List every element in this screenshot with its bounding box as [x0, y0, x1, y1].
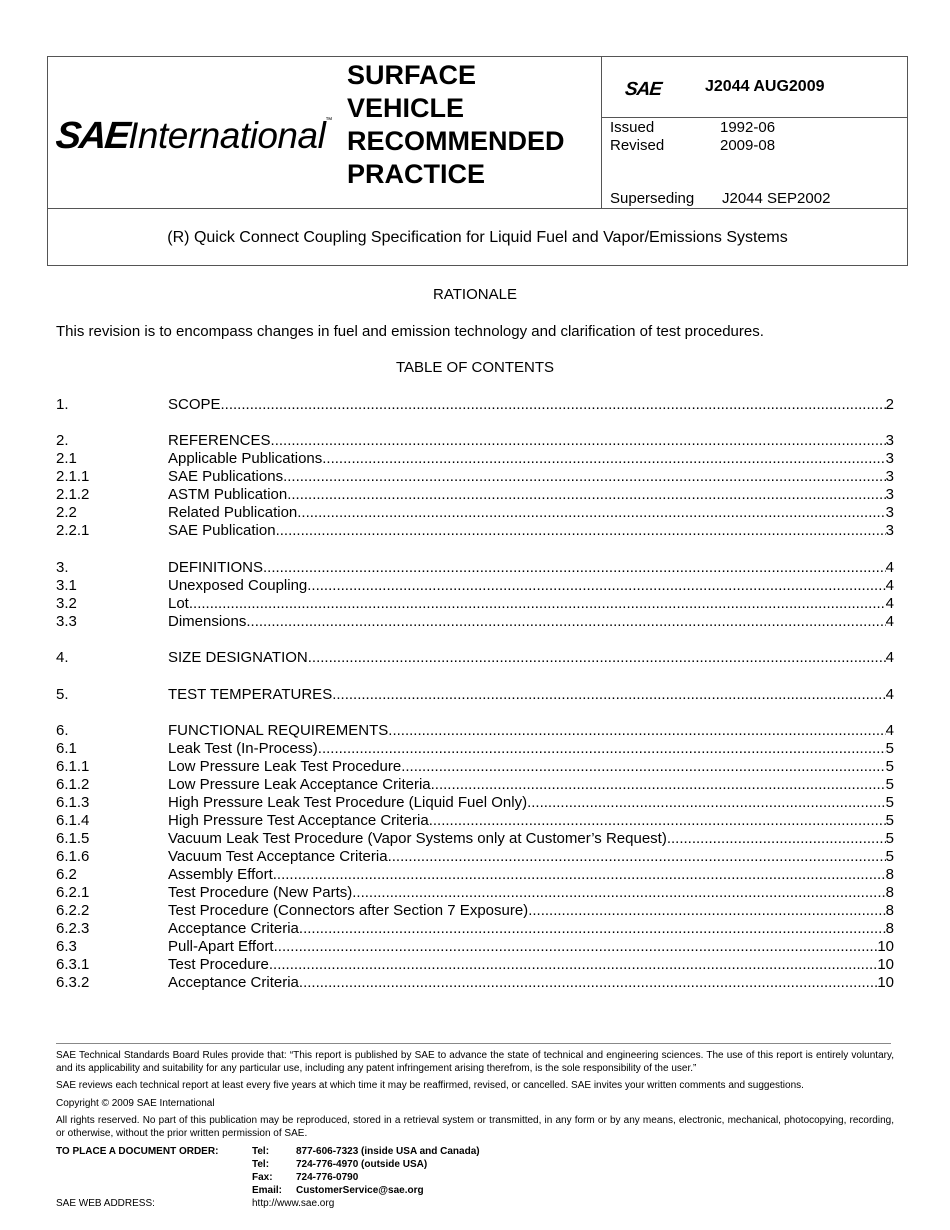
toc-entry-number: 6.2.1: [56, 883, 90, 901]
toc-entry[interactable]: [56, 920, 894, 938]
toc-entry[interactable]: [56, 450, 894, 468]
toc-entry-title: Test Procedure: [168, 955, 269, 973]
toc-entry-title-wrap: [168, 577, 886, 595]
toc-entry-page: 5: [885, 793, 894, 811]
toc-entry-number: 6.3.2: [56, 973, 90, 991]
toc-entry-title-wrap: [168, 758, 886, 776]
toc-entry-page: 4: [885, 721, 894, 739]
revised-value: 2009-08: [720, 137, 776, 154]
toc-entry-page: 4: [885, 685, 894, 703]
logo-cell: [48, 57, 344, 208]
toc-entry-title-wrap: [168, 884, 886, 902]
document-number-row: [602, 57, 908, 118]
toc-entry[interactable]: [56, 396, 894, 414]
toc-entry-title-wrap: [168, 938, 877, 956]
toc-entry-number: 2.2: [56, 504, 77, 522]
contact-line: [252, 1158, 480, 1171]
toc-leader-dots: [269, 956, 877, 974]
toc-entry-title: Low Pressure Leak Test Procedure: [168, 757, 402, 775]
toc-entry-page: 5: [885, 739, 894, 757]
toc-entry-page: 4: [885, 558, 894, 576]
logo-international-text: International: [128, 115, 326, 156]
toc-entry[interactable]: [56, 649, 894, 667]
toc-leader-dots: [401, 758, 885, 776]
web-address-label: SAE WEB ADDRESS:: [56, 1198, 155, 1209]
toc-entry[interactable]: [56, 522, 894, 540]
toc-entry-title-wrap: [168, 649, 886, 667]
toc-entry-title: Applicable Publications: [168, 450, 323, 468]
toc-entry-title-wrap: [168, 486, 886, 504]
superseding-value: J2044 SEP2002: [722, 190, 831, 207]
toc-entry-title-wrap: [168, 902, 886, 920]
standards-rules-text: SAE Technical Standards Board Rules provide that: “This report is published by SAE to advance the state of technical and engineering sciences. The use of this report is entirely voluntary, and its applicability and suitability for any particular use, including any patent infringement arising therefrom, is the sole responsibility of the user.”: [56, 1050, 894, 1074]
toc-entry-title: High Pressure Test Acceptance Criteria: [168, 811, 429, 829]
sae-international-logo: [53, 115, 333, 158]
toc-entry-title-wrap: [168, 559, 886, 577]
toc-leader-dots: [221, 396, 886, 414]
toc-entry-title-wrap: [168, 866, 886, 884]
toc-entry-title-wrap: [168, 522, 886, 540]
copyright-text: Copyright © 2009 SAE International: [56, 1097, 215, 1109]
toc-entry-title: DEFINITIONS: [168, 558, 264, 576]
document-number: J2044 AUG2009: [705, 78, 825, 95]
toc-entry-number: 4.: [56, 649, 69, 667]
toc-entry-title: REFERENCES: [168, 432, 271, 450]
toc-entry-title: Pull-Apart Effort: [168, 937, 274, 955]
toc-entry[interactable]: [56, 974, 894, 992]
superseding-label: Superseding: [610, 190, 695, 207]
toc-entry-number: 6.1.3: [56, 793, 90, 811]
contact-line: [252, 1171, 480, 1184]
toc-entry-title: Related Publication: [168, 504, 298, 522]
toc-entry[interactable]: [56, 486, 894, 504]
toc-entry-title: SIZE DESIGNATION: [168, 649, 308, 667]
toc-entry[interactable]: [56, 884, 894, 902]
toc-leader-dots: [352, 884, 885, 902]
toc-entry[interactable]: [56, 938, 894, 956]
toc-entry-number: 3.1: [56, 576, 77, 594]
toc-entry-page: 3: [885, 486, 894, 504]
toc-entry-title-wrap: [168, 794, 886, 812]
footer-notice: [56, 1050, 894, 1145]
toc-entry-number: 3.3: [56, 612, 77, 630]
toc-entry-title: TEST TEMPERATURES: [168, 685, 333, 703]
toc-leader-dots: [308, 649, 886, 667]
toc-entry-number: 3.2: [56, 594, 77, 612]
toc-entry-title-wrap: [168, 468, 886, 486]
toc-entry-title: Test Procedure (Connectors after Section 7 Exposure): [168, 901, 529, 919]
toc-entry-page: 3: [885, 432, 894, 450]
toc-entry-title: Vacuum Leak Test Procedure (Vapor Systems only at Customer’s Request): [168, 829, 667, 847]
toc-entry-page: 5: [885, 757, 894, 775]
toc-entry-number: 6.2.2: [56, 901, 90, 919]
toc-entry-title-wrap: [168, 848, 886, 866]
contact-key: Tel:: [252, 1159, 270, 1170]
contact-line: [252, 1145, 480, 1158]
toc-entry-number: 2.2.1: [56, 522, 90, 540]
toc-entry[interactable]: [56, 613, 894, 631]
toc-entry[interactable]: [56, 740, 894, 758]
contact-value: 724-776-0790: [296, 1172, 359, 1183]
toc-entry-page: 3: [885, 468, 894, 486]
toc-entry-number: 6.1.5: [56, 829, 90, 847]
toc-entry-title-wrap: [168, 396, 886, 414]
toc-entry[interactable]: [56, 432, 894, 450]
toc-entry-number: 6.1.4: [56, 811, 90, 829]
toc-heading: TABLE OF CONTENTS: [395, 359, 555, 376]
toc-entry-title-wrap: [168, 432, 886, 450]
toc-leader-dots: [322, 450, 885, 468]
contact-key: Tel:: [252, 1146, 270, 1157]
revised-row: [610, 137, 775, 154]
toc-leader-dots: [527, 794, 886, 812]
toc-entry[interactable]: [56, 722, 894, 740]
review-text: SAE reviews each technical report at least every five years at which time it may be reaffirmed, revised, or cancelled. SAE invites your written comments and suggestions.: [56, 1080, 804, 1091]
logo-trademark: ™: [325, 117, 333, 124]
toc-entry[interactable]: [56, 794, 894, 812]
title-line: RECOMMENDED: [347, 126, 565, 156]
toc-entry-title: SAE Publication: [168, 522, 276, 540]
toc-entry-title: SCOPE: [168, 396, 221, 413]
toc-entry[interactable]: [56, 866, 894, 884]
toc-leader-dots: [307, 577, 885, 595]
toc-leader-dots: [283, 468, 886, 486]
toc-entry-page: 3: [885, 522, 894, 540]
toc-entry-number: 6.3.1: [56, 955, 90, 973]
contact-line: [252, 1184, 480, 1197]
sae-mini-logo: SAE: [623, 79, 663, 100]
toc-entry-number: 2.1.2: [56, 486, 90, 504]
table-of-contents: [56, 396, 894, 992]
superseding-row: [610, 190, 830, 207]
toc-entry-title-wrap: [168, 686, 886, 704]
toc-leader-dots: [276, 522, 886, 540]
toc-entry-number: 6.1.2: [56, 775, 90, 793]
toc-leader-dots: [388, 722, 885, 740]
title-line: SURFACE: [347, 60, 477, 90]
toc-entry-title-wrap: [168, 974, 877, 992]
issued-label: Issued: [610, 119, 655, 136]
toc-entry-page: 5: [885, 811, 894, 829]
toc-entry[interactable]: [56, 559, 894, 577]
toc-entry[interactable]: [56, 468, 894, 486]
contact-value: 724-776-4970 (outside USA): [296, 1159, 428, 1170]
toc-entry-page: 4: [885, 649, 894, 667]
document-info-cell: [601, 57, 908, 208]
document-header: [47, 56, 908, 266]
toc-entry[interactable]: [56, 830, 894, 848]
web-address-link[interactable]: http://www.sae.org: [252, 1198, 335, 1209]
toc-entry-page: 10: [877, 955, 894, 973]
toc-entry-title-wrap: [168, 504, 886, 522]
toc-entry-number: 6.2: [56, 865, 77, 883]
toc-entry-page: 5: [885, 829, 894, 847]
revised-label: Revised: [610, 137, 665, 154]
toc-entry-page: 5: [885, 847, 894, 865]
toc-leader-dots: [332, 686, 885, 704]
toc-entry-page: 10: [877, 937, 894, 955]
document-subject: (R) Quick Connect Coupling Specification for Liquid Fuel and Vapor/Emissions Systems: [48, 208, 907, 267]
toc-entry-title-wrap: [168, 812, 886, 830]
toc-entry-title-wrap: [168, 956, 877, 974]
toc-entry[interactable]: [56, 504, 894, 522]
issued-value: 1992-06: [720, 119, 776, 136]
toc-entry-number: 2.1: [56, 450, 77, 468]
toc-entry-number: 6.1: [56, 739, 77, 757]
toc-entry-page: 5: [885, 775, 894, 793]
toc-entry-title: Low Pressure Leak Acceptance Criteria: [168, 775, 431, 793]
toc-entry-title-wrap: [168, 740, 886, 758]
toc-leader-dots: [273, 866, 886, 884]
toc-entry-page: 8: [885, 883, 894, 901]
toc-entry-title: Lot: [168, 594, 189, 612]
toc-entry-page: 8: [885, 919, 894, 937]
toc-entry-number: 2.1.1: [56, 468, 90, 486]
contact-key: Email:: [252, 1185, 283, 1196]
toc-entry-page: 4: [885, 576, 894, 594]
toc-entry-title-wrap: [168, 776, 886, 794]
toc-entry[interactable]: [56, 577, 894, 595]
issued-row: [610, 119, 775, 136]
toc-entry-title: Leak Test (In-Process): [168, 739, 318, 757]
toc-entry[interactable]: [56, 848, 894, 866]
toc-leader-dots: [299, 920, 886, 938]
toc-entry-number: 5.: [56, 685, 69, 703]
toc-entry-number: 3.: [56, 558, 69, 576]
toc-entry-page: 10: [877, 973, 894, 991]
toc-leader-dots: [667, 830, 886, 848]
toc-leader-dots: [297, 504, 885, 522]
toc-entry-title: Assembly Effort: [168, 865, 273, 883]
toc-entry-number: 6.1.1: [56, 757, 90, 775]
toc-entry-title: Acceptance Criteria: [168, 973, 299, 991]
toc-leader-dots: [431, 776, 886, 794]
toc-entry-title-wrap: [168, 595, 886, 613]
rationale-heading: RATIONALE: [433, 286, 517, 303]
logo-sae-mark: SAE: [53, 115, 131, 157]
toc-leader-dots: [189, 595, 886, 613]
document-type-title: [347, 59, 599, 191]
toc-leader-dots: [274, 938, 878, 956]
toc-entry-number: 6.: [56, 721, 69, 739]
toc-entry-title: Vacuum Test Acceptance Criteria: [168, 847, 388, 865]
toc-entry-title: Dimensions: [168, 612, 247, 630]
toc-entry-number: 1.: [56, 396, 69, 413]
title-line: PRACTICE: [347, 159, 486, 189]
toc-entry-title: Acceptance Criteria: [168, 919, 299, 937]
title-line: VEHICLE: [347, 93, 465, 123]
toc-entry-title-wrap: [168, 722, 886, 740]
toc-entry[interactable]: [56, 595, 894, 613]
contact-email[interactable]: CustomerService@sae.org: [296, 1185, 424, 1196]
contact-key: Fax:: [252, 1172, 273, 1183]
toc-entry-page: 3: [885, 450, 894, 468]
toc-entry-page: 4: [885, 612, 894, 630]
toc-entry[interactable]: [56, 956, 894, 974]
toc-entry-page: 3: [885, 504, 894, 522]
toc-entry-title: Test Procedure (New Parts): [168, 883, 353, 901]
toc-entry[interactable]: [56, 758, 894, 776]
contact-value: 877-606-7323 (inside USA and Canada): [296, 1146, 480, 1157]
toc-entry-title: High Pressure Leak Test Procedure (Liquid Fuel Only): [168, 793, 528, 811]
order-contacts: [252, 1145, 480, 1197]
toc-leader-dots: [271, 432, 886, 450]
toc-entry-page: 2: [885, 396, 894, 413]
toc-entry-page: 8: [885, 865, 894, 883]
toc-leader-dots: [263, 559, 886, 577]
toc-entry-title-wrap: [168, 613, 886, 631]
toc-entry[interactable]: [56, 686, 894, 704]
toc-entry-title: Unexposed Coupling: [168, 576, 308, 594]
toc-leader-dots: [388, 848, 886, 866]
toc-entry-title: FUNCTIONAL REQUIREMENTS: [168, 721, 389, 739]
order-label: TO PLACE A DOCUMENT ORDER:: [56, 1146, 219, 1157]
toc-entry-title-wrap: [168, 830, 886, 848]
toc-entry-number: 6.2.3: [56, 919, 90, 937]
toc-entry-title-wrap: [168, 450, 886, 468]
toc-entry-page: 8: [885, 901, 894, 919]
toc-leader-dots: [246, 613, 885, 631]
toc-entry-number: 2.: [56, 432, 69, 450]
toc-entry-title: SAE Publications: [168, 468, 284, 486]
toc-entry-title-wrap: [168, 920, 886, 938]
toc-entry-page: 4: [885, 594, 894, 612]
rationale-text: This revision is to encompass changes in fuel and emission technology and clarification of test procedures.: [56, 323, 764, 340]
toc-leader-dots: [429, 812, 886, 830]
toc-leader-dots: [528, 902, 885, 920]
rights-text: All rights reserved. No part of this publication may be reproduced, stored in a retrieval system or transmitted, in any form or by any means, electronic, mechanical, photocopying, recording, or otherwise, without the prior written permission of SAE.: [56, 1115, 894, 1139]
toc-entry-number: 6.1.6: [56, 847, 90, 865]
toc-leader-dots: [299, 974, 877, 992]
toc-entry[interactable]: [56, 812, 894, 830]
toc-entry-title: ASTM Publication: [168, 486, 288, 504]
toc-leader-dots: [287, 486, 885, 504]
toc-leader-dots: [318, 740, 886, 758]
toc-entry[interactable]: [56, 902, 894, 920]
toc-entry[interactable]: [56, 776, 894, 794]
footer-divider: [56, 1043, 891, 1044]
toc-entry-number: 6.3: [56, 937, 77, 955]
